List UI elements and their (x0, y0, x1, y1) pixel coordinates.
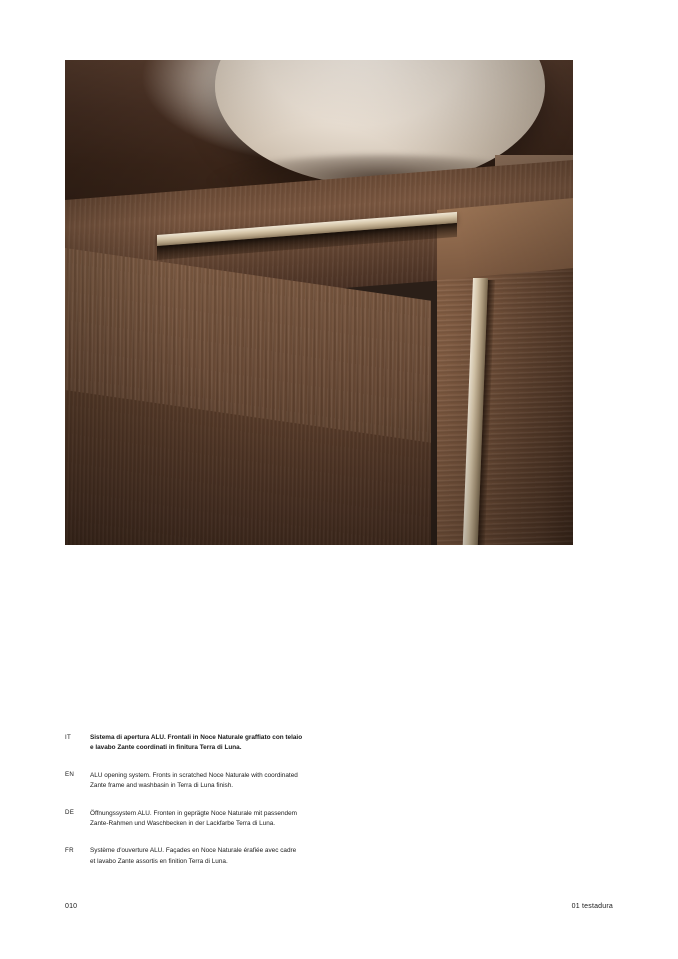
caption-text-fr-line2: et lavabo Zante assortis en finition Terra di Luna. (90, 857, 228, 865)
page-number: 010 (65, 903, 78, 910)
caption-language-fr: FR (65, 846, 74, 854)
vanity-side-panel-top (437, 198, 573, 280)
caption-text-it-line2: e lavabo Zante coordinati in finitura Terra di Luna. (90, 744, 242, 752)
section-label: 01 testadura (571, 903, 613, 910)
caption-language-de: DE (65, 809, 75, 816)
caption-text-de-line1: Öffnungssystem ALU. Fronten in geprägte Noce Naturale mit passendem (90, 809, 297, 817)
product-photo (65, 60, 573, 545)
caption-block (65, 733, 485, 884)
caption-text-en-line2: Zante frame and washbasin in Terra di Luna finish. (90, 782, 234, 790)
caption-row-en (65, 771, 485, 792)
caption-language-en: EN (65, 771, 75, 779)
caption-text-fr-line1: Système d'ouverture ALU. Façades en Noce Naturale érafiée avec cadre (90, 847, 297, 855)
page-footer (65, 903, 613, 910)
product-photo-scene (65, 60, 573, 545)
caption-text-it (90, 733, 302, 754)
caption-text-en (90, 771, 298, 792)
caption-text-de-line2: Zante-Rahmen und Waschbecken in der Lackfarbe Terra di Luna. (90, 819, 276, 827)
caption-text-de (90, 809, 297, 830)
caption-row-it (65, 733, 485, 754)
caption-text-it-line1: Sistema di apertura ALU. Frontali in Noce Naturale graffiato con telaio (90, 734, 303, 741)
caption-language-it: IT (65, 733, 72, 741)
caption-text-en-line1: ALU opening system. Fronts in scratched Noce Naturale with coordinated (90, 771, 298, 779)
caption-text-fr (90, 846, 296, 867)
caption-row-fr (65, 846, 485, 867)
caption-row-de (65, 809, 485, 830)
